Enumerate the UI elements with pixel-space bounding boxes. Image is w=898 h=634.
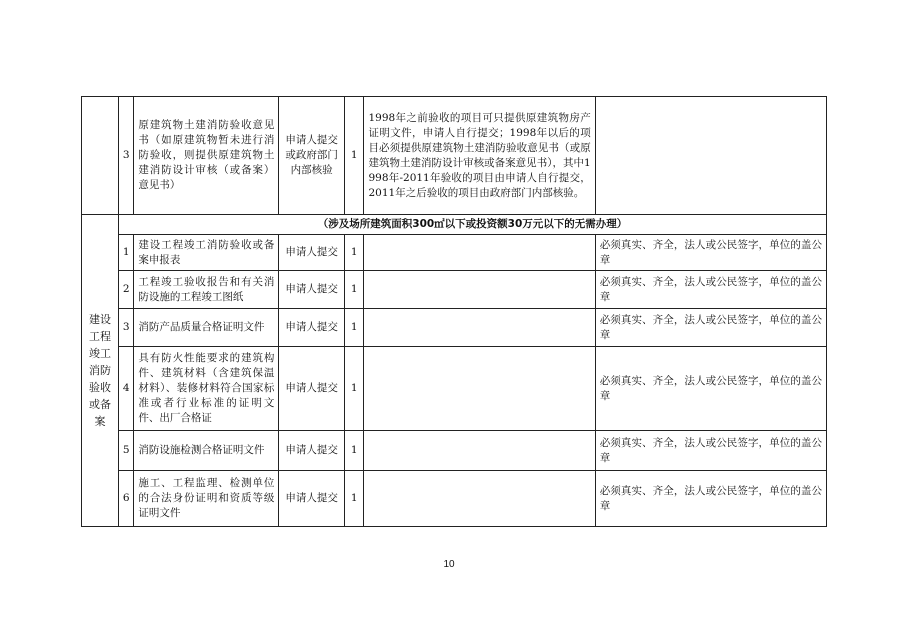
material-name: 建设工程竣工消防验收或备案申报表 (134, 235, 279, 271)
row-number: 2 (119, 271, 134, 309)
page-number: 10 (443, 559, 455, 570)
material-requirement: 必须真实、齐全，法人或公民签字，单位的盖公章 (595, 235, 826, 271)
material-qty: 1 (344, 271, 364, 309)
material-note (364, 271, 595, 309)
material-name: 原建筑物土建消防验收意见书（如原建筑物暂未进行消防验收，则提供原建筑物土建消防设计审核（或备案）意见书） (134, 97, 279, 215)
material-note: 1998年之前验收的项目可只提供原建筑物房产证明文件，申请人自行提交；1998年以后的项目必须提供原建筑物土建消防验收意见书（或原建筑物土建消防设计审核或备案意见书），其中1998年-2011年验收的项目由申请人自行提交，2011年之后验收的项目由政府部门内部核验。 (364, 97, 595, 215)
section-title-cell (82, 215, 119, 527)
section-cell-empty (82, 97, 119, 215)
material-requirement: 必须真实、齐全，法人或公民签字，单位的盖公章 (595, 471, 826, 527)
material-qty: 1 (344, 97, 364, 215)
row-number: 1 (119, 235, 134, 271)
section-banner-row (82, 215, 827, 235)
section-title: 建设工程竣工消防验收或备案 (89, 313, 112, 428)
material-note (364, 347, 595, 431)
material-source: 申请人提交 (279, 471, 344, 527)
material-qty: 1 (344, 431, 364, 471)
row-number: 6 (119, 471, 134, 527)
row-number: 3 (119, 97, 134, 215)
table-row (82, 309, 827, 347)
material-requirement: 必须真实、齐全，法人或公民签字，单位的盖公章 (595, 271, 826, 309)
table-row (82, 347, 827, 431)
material-source: 申请人提交或政府部门内部核验 (279, 97, 344, 215)
material-requirement: 必须真实、齐全，法人或公民签字，单位的盖公章 (595, 309, 826, 347)
table-row (82, 97, 827, 215)
material-note (364, 235, 595, 271)
table-row (82, 431, 827, 471)
material-name: 工程竣工验收报告和有关消防设施的工程竣工图纸 (134, 271, 279, 309)
material-requirement: 必须真实、齐全，法人或公民签字，单位的盖公章 (595, 347, 826, 431)
section-banner: （涉及场所建筑面积300㎡以下或投资额30万元以下的无需办理） (119, 215, 827, 235)
table-row (82, 471, 827, 527)
material-name: 消防产品质量合格证明文件 (134, 309, 279, 347)
material-qty: 1 (344, 235, 364, 271)
row-number: 4 (119, 347, 134, 431)
row-number: 3 (119, 309, 134, 347)
material-name: 消防设施检测合格证明文件 (134, 431, 279, 471)
material-source: 申请人提交 (279, 347, 344, 431)
materials-table (81, 96, 827, 527)
material-requirement: 必须真实、齐全，法人或公民签字，单位的盖公章 (595, 431, 826, 471)
material-qty: 1 (344, 309, 364, 347)
material-note (364, 471, 595, 527)
table-row (82, 235, 827, 271)
material-source: 申请人提交 (279, 431, 344, 471)
material-source: 申请人提交 (279, 309, 344, 347)
material-qty: 1 (344, 347, 364, 431)
material-note (364, 431, 595, 471)
material-requirement (595, 97, 826, 215)
material-source: 申请人提交 (279, 235, 344, 271)
row-number: 5 (119, 431, 134, 471)
material-name: 具有防火性能要求的建筑构件、建筑材料（含建筑保温材料）、装修材料符合国家标准或者行业标准的证明文件、出厂合格证 (134, 347, 279, 431)
material-source: 申请人提交 (279, 271, 344, 309)
material-name: 施工、工程监理、检测单位的合法身份证明和资质等级证明文件 (134, 471, 279, 527)
material-qty: 1 (344, 471, 364, 527)
table-row (82, 271, 827, 309)
material-note (364, 309, 595, 347)
